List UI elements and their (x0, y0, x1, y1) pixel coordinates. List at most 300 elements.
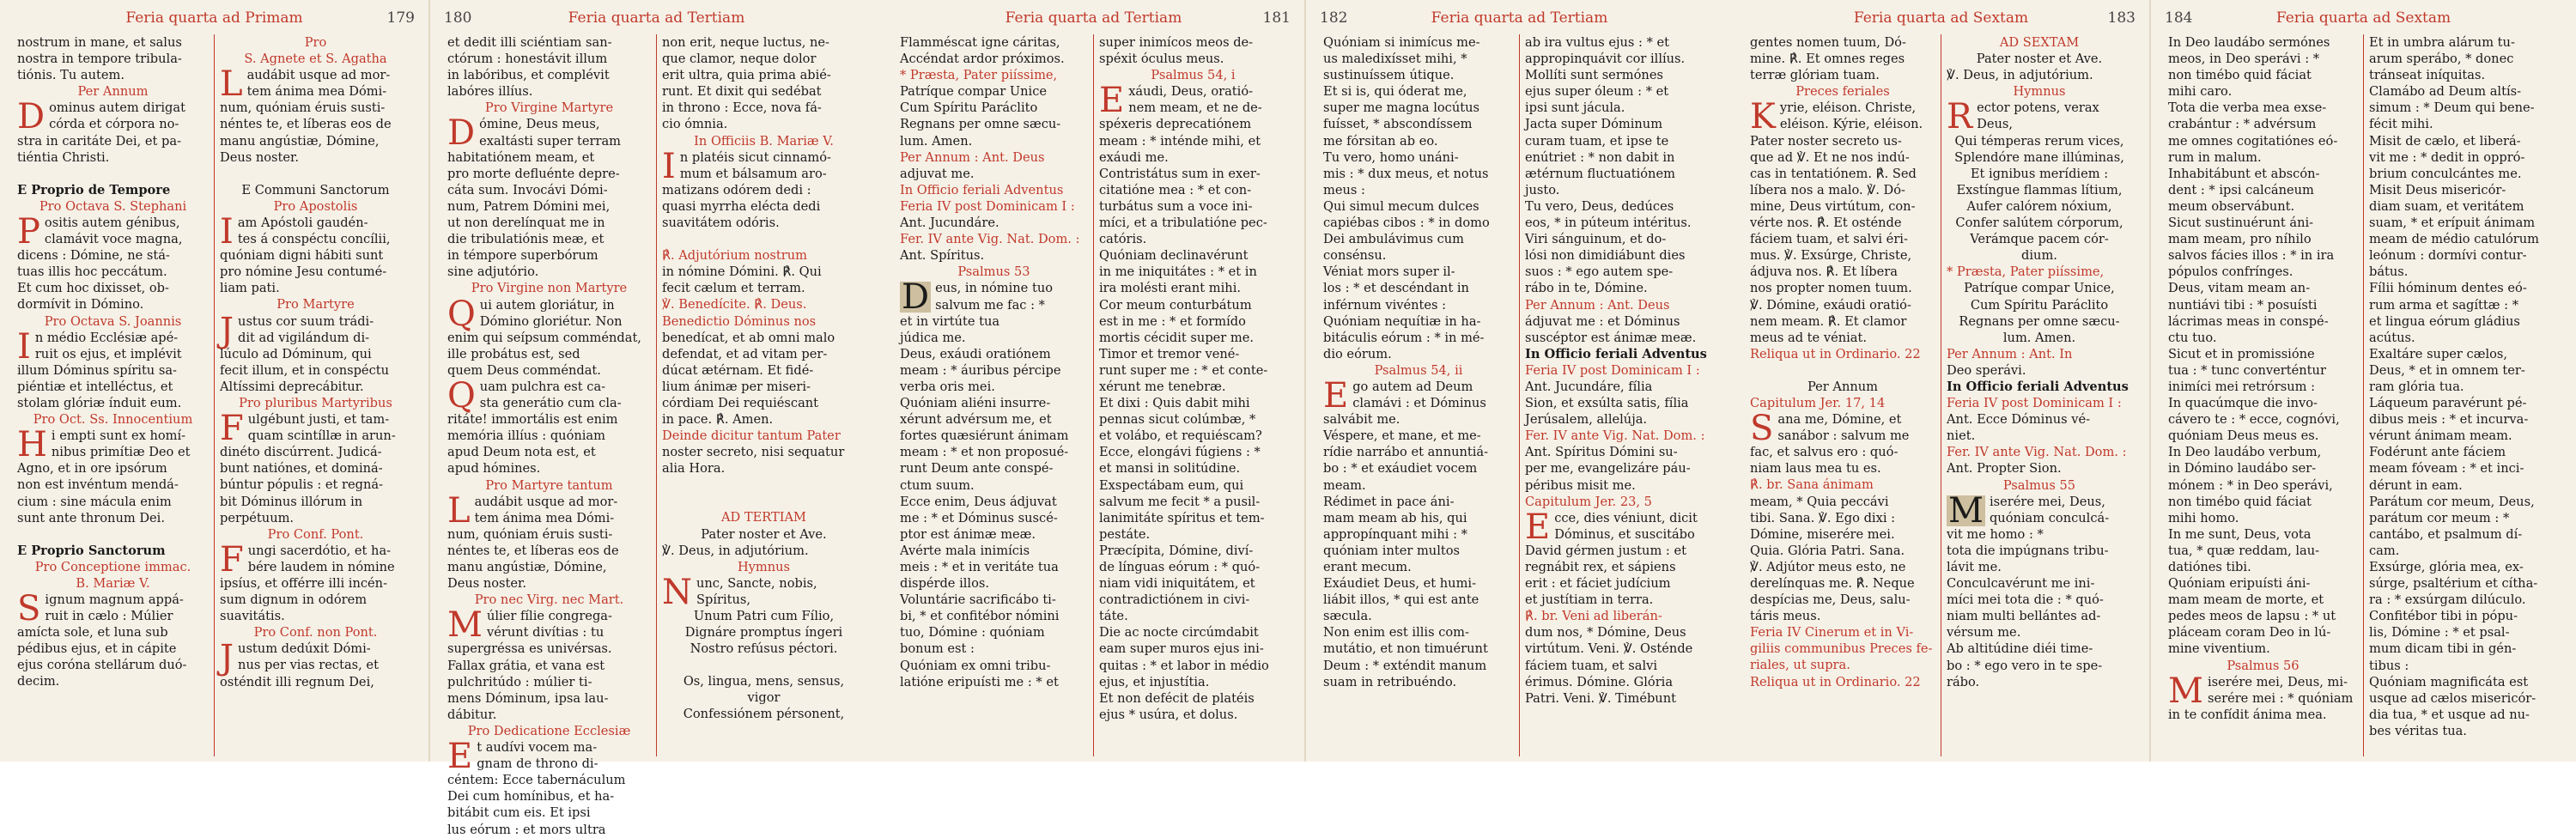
text-line: Patríque compar Unice (900, 84, 1048, 100)
text-line: Pater noster et Ave. (701, 526, 827, 542)
text-line: fécit mihi. (2369, 117, 2433, 132)
text-line: cantábo, et psalmum dí- (2369, 526, 2523, 542)
text-line (662, 477, 866, 493)
text-line: bonum est : (900, 641, 975, 657)
text-line: sine adjutório. (447, 264, 539, 280)
text-line: eléison. Kýrie, eléison. (1779, 117, 1923, 132)
rubric-line: Benedictio Dóminus nos (662, 313, 817, 329)
text-line: quem Deus comméndat. (447, 362, 601, 378)
text-line: verba oris mei. (900, 379, 995, 394)
text-line: in throno : Ecce, nova fá- (662, 100, 822, 116)
text-line: Deus, in nómine tuo (902, 277, 1054, 318)
text-line: Cum Spíritu Paráclito (1970, 297, 2109, 313)
text-line: quóniam Deus meus es. (2168, 428, 2319, 444)
text-line: líbera nos a malo. ℣. Dó- (1750, 182, 1905, 197)
text-line: mortis cécidit super me. (1099, 330, 1255, 345)
text-line: que clamor, neque dolor (662, 52, 817, 67)
page-number: 182 (1320, 9, 1348, 27)
rubric-line: Fer. IV ante Vig. Nat. Dom. : (1947, 445, 2127, 460)
text-line: pennas sicut colúmbæ, * (1099, 412, 1256, 428)
text-line: Deus, (1977, 117, 2013, 132)
text-line: Deum : * exténdit manum (1323, 658, 1487, 673)
text-line: Deus noster. (447, 576, 527, 592)
text-line: Iam Apóstoli gaudén- (220, 211, 368, 252)
text-line: nos propter nomen tuum. (1750, 281, 1912, 296)
text-line: pestáte. (1099, 526, 1151, 542)
text-line: Non enim est illis com- (1323, 625, 1469, 641)
page-181 (883, 0, 1305, 762)
text-line: Regnans per omne sæcu- (900, 117, 1061, 132)
rubric-line: Per Annum : Ant. In (1947, 346, 2073, 361)
text-line: per me, evangelizáre páu- (1525, 461, 1691, 477)
text-column (2163, 34, 2363, 756)
text-line: Inhabitábunt et abscón- (2168, 166, 2320, 181)
text-line: sta generátio cum cla- (479, 396, 622, 411)
text-line: táris meus. (1750, 609, 1821, 624)
text-line: dinéto discúrrent. Judicá- (220, 445, 382, 460)
text-line: Exáudiet Deus, et humi- (1323, 576, 1477, 592)
text-line: Per Annum (1807, 379, 1878, 394)
text-line: Pater noster et Ave. (1976, 52, 2103, 67)
text-line: derelínquas me. ℟. Neque (1750, 576, 1915, 591)
text-line: despícias me, Deus, salu- (1750, 592, 1911, 608)
text-line: num, quóniam éruis susti- (220, 100, 386, 116)
text-column (1519, 34, 1721, 756)
rubric-line: Hymnus (2013, 84, 2066, 100)
text-line: Avérte mala inimícis (900, 543, 1030, 558)
text-line: In platéis sicut cinnamó- (662, 146, 831, 186)
rubric-line: B. Mariæ V. (76, 575, 150, 591)
text-line: Et ignibus merídiem : (1970, 166, 2109, 181)
rubric-line: Pro Martyre (276, 297, 355, 313)
rubric-line: Pro Dedicatione Ecclesiæ (467, 723, 631, 738)
rubric-line: Deinde dicitur tantum Pater (662, 428, 841, 444)
text-columns (1318, 34, 1721, 756)
text-column (1745, 34, 1941, 756)
text-columns (12, 34, 416, 756)
page-182 (1305, 0, 1733, 762)
text-line: búntur pópulis : et regná- (220, 477, 384, 493)
text-line: nuntiávi tibi : * posuísti (2168, 297, 2318, 313)
text-line: Nostro refúsus péctori. (690, 641, 838, 657)
text-line (662, 231, 866, 247)
text-line: tua, * quæ reddam, lau- (2168, 543, 2320, 558)
text-line: quóniam conculcá- (1989, 510, 2110, 525)
text-line: Miserére mei, Deus, mi- (2168, 671, 2348, 711)
text-line: spéxeris deprecatiónem (1099, 117, 1252, 132)
text-line: eam super muros ejus ini- (1099, 641, 1264, 657)
text-line: turbátus sum a voce ini- (1099, 198, 1253, 214)
text-line: fuísset, * abscondíssem (1323, 117, 1473, 132)
text-line: néntes te, et líberas eos de (220, 117, 392, 132)
text-line: bo : * ego vero in te spe- (1947, 658, 2103, 673)
text-line: Deus, * et in omnem ter- (2369, 362, 2525, 378)
text-line: salvábit me. (1323, 412, 1400, 428)
text-line: Fulgébunt justi, et tam- (220, 409, 390, 449)
rubric-line: Pro (304, 35, 327, 50)
text-line: cium : sine mácula enim (17, 494, 172, 509)
page-title: Feria quarta ad Tertiam (1005, 9, 1182, 27)
rubric-line: Pro Virgine Martyre (484, 100, 614, 116)
text-line: péribus misit me. (1525, 477, 1636, 493)
text-column (2363, 34, 2564, 756)
text-line: mens Dóminum, ipsa lau- (447, 690, 609, 706)
text-line: mus. ℣. Exsúrge, Christe, (1750, 248, 1912, 264)
text-line: acútus. (2369, 330, 2415, 345)
rubric-line: riales, ut supra. (1750, 658, 1850, 673)
text-line: sum dignum in odórem (220, 592, 368, 608)
text-line: ctu tuo. (2168, 330, 2217, 345)
rubric-line: Hymnus (737, 559, 791, 574)
rubric-line: Fer. IV ante Vig. Nat. Dom. : (900, 232, 1080, 247)
text-line: ℣. Dómine, exáudi oratió- (1750, 297, 1911, 313)
rubric-line: Psalmus 54, i (1151, 68, 1236, 83)
text-line: Múlier fílie congrega- (447, 605, 612, 646)
text-line: ut non derelínquat me in (447, 216, 605, 231)
text-line: vigor (747, 690, 781, 706)
page-number: 183 (2107, 9, 2136, 27)
text-line: céntem: Ecce tabernáculum (447, 773, 626, 788)
text-line: manu angústiæ, Dómine, (220, 133, 380, 149)
text-line: fáciem tuam, et salvi éri- (1750, 232, 1908, 247)
text-line: bo : * et exáudiet vocem (1323, 461, 1478, 477)
text-line: dérunt in eam. (2369, 477, 2463, 493)
text-line: mine viventium. (2168, 641, 2270, 657)
text-line: Ecce, dies véniunt, dicit (1525, 507, 1698, 547)
text-line: tua : * tunc converténtur (2168, 362, 2326, 378)
text-line: perpétuum. (220, 510, 295, 525)
text-line: suos : * ego autem spe- (1525, 264, 1674, 280)
text-line: suscéptor est ánimæ meæ. (1525, 330, 1697, 345)
text-line: et justítiam in terra. (1525, 592, 1654, 608)
text-line: David gérmen justum : et (1525, 543, 1686, 558)
text-line: fecit cælum et terram. (662, 281, 805, 296)
text-line: terræ glóriam tuam. (1750, 68, 1880, 83)
rubric-line: AD SEXTAM (1999, 35, 2080, 50)
text-line: cáta sum. Invocávi Dómi- (447, 182, 608, 197)
text-line: Quóniam magnificáta est (2369, 674, 2529, 689)
text-line: quasi myrrha elécta dedi (662, 198, 821, 214)
text-line: lúculo ad Dóminum, qui (220, 346, 372, 361)
text-line: vérunt ánimam meam. (2369, 428, 2512, 444)
rubric-line: Pro Octava S. Stephani (39, 198, 187, 214)
text-line: Deus noster. (220, 149, 300, 165)
text-line: Deo sperávi. (1947, 362, 2026, 378)
text-line: in te confídit ánima mea. (2168, 707, 2327, 722)
rubric-line: In Officio feriali Adventus (900, 182, 1064, 197)
text-line: vérunt divítias : tu (486, 625, 605, 641)
text-line: datiónes tibi. (2168, 560, 2251, 574)
text-line: Tota die verba mea exse- (2168, 100, 2327, 116)
text-line: dormívit in Dómino. (17, 297, 144, 313)
text-line: Ab altitúdine diéi time- (1947, 641, 2093, 657)
text-line: Dómino gloriétur. Non (479, 313, 623, 329)
text-line: Pater noster secreto us- (1750, 133, 1902, 149)
text-line: Véspere, et mane, et me- (1323, 428, 1481, 444)
text-line: serére mei : * quóniam (2207, 690, 2354, 706)
text-line: bitáculis eórum : * in mé- (1323, 330, 1485, 345)
text-line: Parátum cor meum, Deus, (2369, 494, 2535, 509)
text-line: dia tua, * et usque ad nu- (2369, 707, 2530, 722)
text-line: Véniat mors super il- (1323, 264, 1455, 280)
text-line: pro morte defluénte depre- (447, 166, 620, 181)
text-line: córdiam Dei requiéscant (662, 395, 819, 410)
text-line: Ant. Jucundáre. (900, 216, 999, 231)
text-line: ram glória tua. (2369, 379, 2464, 394)
text-line: salvum me fac : * (935, 297, 1045, 313)
text-line: Hi empti sunt ex homí- (17, 425, 186, 465)
text-line: num, Patrem Dómini mei, (447, 198, 611, 214)
text-line: Sion, et exsúlta satis, fília (1525, 396, 1689, 411)
rubric-line: Per Annum : Ant. Deus (900, 149, 1045, 165)
text-line: memória illíus : quóniam (447, 428, 605, 444)
text-line: érimus. Dómine. Glória (1525, 674, 1674, 689)
rubric-line: Feria IV Cinerum et in Vi- (1750, 625, 1914, 641)
text-line: Cum Spíritu Paráclito (900, 100, 1038, 116)
text-line: Et in umbra alárum tu- (2369, 35, 2515, 50)
text-column (442, 34, 656, 837)
text-line: míci mei tota die : * quó- (1947, 592, 2104, 608)
text-line: sæcula. (1323, 609, 1372, 624)
text-line: Et audívi vocem ma- (447, 737, 598, 777)
rubric-line: Pro Conf. non Pont. (253, 625, 378, 641)
text-line: xérunt advérsum me, et (900, 412, 1052, 428)
text-line: et dedit illi sciéntiam san- (447, 35, 612, 50)
text-line: habitatiónem meam, et (447, 149, 595, 165)
page-title: Feria quarta ad Tertiam (568, 9, 745, 27)
text-line: Quóniam aliéni insurre- (900, 396, 1051, 411)
text-line: benedícat, et ab omni malo (662, 330, 835, 345)
text-line: liábit illos, * qui est ante (1323, 592, 1479, 608)
text-line: Patri. Veni. ℣. Timébunt (1525, 690, 1676, 706)
page-title: Feria quarta ad Sextam (1853, 9, 2029, 27)
text-line: Kyrie, eléison. Christe, (1750, 97, 1917, 137)
text-line: Ant. Propter Sion. (1947, 461, 2062, 477)
text-line: erit : et fáciet judícium (1525, 576, 1671, 592)
text-line: bátus. (2369, 264, 2409, 280)
text-line: E Proprio Sanctorum (17, 543, 166, 558)
text-line: ℣. Deus, in adjutórium. (662, 543, 809, 558)
text-line: Et si is, qui óderat me, (1323, 84, 1467, 100)
text-line: non est invéntum mendá- (17, 477, 179, 493)
text-line: In Deo laudábo verbum, (2168, 445, 2322, 460)
text-line: decim. (17, 674, 60, 689)
text-line: sanábor : salvum me (1777, 428, 1910, 444)
text-line: et lingua eórum gládius (2369, 313, 2520, 329)
text-line: bére laudem in nómine (247, 559, 395, 574)
text-line: apud Deum nota est, et (447, 445, 596, 460)
page-number: 180 (444, 9, 472, 27)
text-line: Positis autem génibus, (17, 211, 180, 252)
text-line: vit me homo : * (1947, 526, 2044, 542)
text-line: rum arma et sagíttæ : * (2369, 297, 2518, 313)
text-line: Quóniam eripuísti áni- (2168, 576, 2311, 592)
text-line: Unum Patri cum Fílio, (693, 609, 835, 623)
text-line: capiébas cibos : * in domo (1323, 216, 1490, 231)
text-line: míci, et a tribulatióne pec- (1099, 216, 1267, 231)
rubric-line: Pro Octava S. Joannis (44, 313, 182, 329)
text-line: dio eórum. (1323, 346, 1392, 361)
text-line: Signum magnum appá- (17, 589, 184, 628)
text-line (17, 526, 209, 543)
text-line: et volábo, et requiéscam? (1099, 428, 1262, 444)
text-line: fac, et salvus ero : quó- (1750, 445, 1899, 460)
rubric-line: Reliqua ut in Ordinario. 22 (1750, 346, 1921, 361)
text-line: Accéndat ardor próximos. (900, 52, 1065, 67)
text-line: noster secreto, nisi sequatur (662, 445, 845, 460)
text-line: niam laus mea tu es. (1750, 461, 1881, 477)
text-line: latióne eripuísti me : * et (900, 674, 1059, 689)
text-line: Ant. Jucundáre, fília (1525, 379, 1653, 394)
rubric-line: Psalmus 54, ii (1374, 362, 1463, 378)
rubric-line: Psalmus 53 (957, 264, 1030, 280)
text-line: us maledixísset mihi, * (1323, 52, 1467, 67)
text-line: Confer salútem córporum, (1955, 216, 2123, 231)
text-column (895, 34, 1093, 756)
text-line: dúcat ætérnam. Et fidé- (662, 362, 814, 378)
text-line: Ant. Ecce Dóminus vé- (1947, 412, 2091, 428)
rubric-line: Pro nec Virg. nec Mart. (474, 592, 624, 608)
text-line: inférnum vivéntes : (1323, 297, 1447, 313)
text-line: niam multi bellántes ad- (1947, 609, 2101, 624)
text-columns (1745, 34, 2137, 756)
text-line: nus per vias rectas, et (238, 658, 379, 673)
text-line: Clamábo ad Deum altís- (2369, 84, 2522, 100)
text-line: apud hómines. (447, 461, 541, 477)
text-line: Rédimet in pace áni- (1323, 494, 1455, 509)
text-line: Dignáre promptus íngeri (684, 625, 843, 641)
text-line: meam de médio catulórum (2369, 232, 2539, 247)
text-line: ctórum : honestávit illum (447, 52, 608, 67)
text-line: dibus meis : * et incurva- (2369, 412, 2529, 428)
text-line: Laudábit usque ad mor- (220, 64, 391, 105)
text-line: labóres illíus. (447, 84, 533, 100)
text-line: leónum : dormívi contur- (2369, 248, 2527, 264)
rubric-line: Feria IV post Dominicam I : (900, 198, 1075, 214)
text-line: super me magna locútus (1323, 100, 1479, 116)
rubric-line: In Officiis B. Mariæ V. (694, 133, 834, 149)
text-line: mine. ℟. Et omnes reges (1750, 52, 1905, 67)
rubric-line: Preces feriales (1795, 84, 1890, 100)
text-line: lácrimas meas in conspé- (2168, 313, 2329, 329)
text-line: meam. (1323, 477, 1366, 493)
text-line: Quia. Glória Patri. Sana. (1750, 543, 1905, 558)
text-line: adjuvat me. (900, 166, 975, 181)
text-line: spéxit óculus meus. (1099, 52, 1224, 67)
text-line: meum observábunt. (2168, 198, 2295, 214)
text-line: enútriet : * non dabit in (1525, 149, 1675, 165)
text-line: me : * et Dóminus suscé- (900, 510, 1058, 525)
text-line: erit ultra, quia prima abié- (662, 68, 831, 83)
text-line: ptor est ánimæ meæ. (900, 526, 1036, 542)
text-line: vit me : * dedit in oppró- (2369, 149, 2525, 165)
text-line: lium ánimæ per miseri- (662, 379, 811, 394)
rubric-line: ℟. br. Sana ánimam (1750, 477, 1874, 493)
text-line: Viri sánguinum, et do- (1525, 232, 1667, 247)
rubric-line: * Præsta, Pater piíssime, (1947, 264, 2105, 280)
text-line: crabántur : * advérsum (2168, 117, 2317, 132)
text-line: ritáte! immortális est enim (447, 412, 618, 428)
text-line: ℣. Adjútor meus esto, ne (1750, 559, 1906, 574)
text-line: meam fóveam : * et inci- (2369, 461, 2524, 477)
text-line: dium. (2021, 248, 2057, 264)
text-line: Deus, exáudi oratiónem (900, 346, 1051, 361)
rubric-line: giliis communibus Preces fe- (1750, 641, 1933, 657)
text-line: Deus, vitam meam an- (2168, 281, 2311, 296)
rubric-line: ℟. br. Veni ad liberán- (1525, 609, 1662, 624)
text-line: pro nómine Jesu contumé- (220, 264, 387, 280)
rubric-line: Pro pluribus Martyribus (239, 395, 392, 410)
text-line: amícta sole, et luna sub (17, 625, 168, 641)
text-line: Spíritus, (696, 592, 751, 607)
text-line: mam meam de morte, et (2168, 592, 2324, 608)
text-line: Dómine, miserére mei. (1750, 526, 1895, 542)
text-line: Sicut sustinuérunt áni- (2168, 216, 2314, 231)
text-line: num, quóniam éruis susti- (447, 526, 613, 542)
text-line: lus eórum : et mors ultra (447, 822, 606, 837)
text-line: bit Dóminus illórum in (220, 494, 363, 509)
text-line: ille probátus est, sed (447, 346, 580, 361)
text-columns (895, 34, 1292, 756)
text-line: in nómine Dómini. ℟. Qui (662, 264, 822, 280)
text-line: ra : * exsúrgam dilúculo. (2369, 592, 2526, 608)
text-line: Timor et tremor vené- (1099, 346, 1240, 361)
text-line: Exsúrge, glória mea, ex- (2369, 560, 2524, 574)
page-183 (1733, 0, 2150, 762)
text-line: rum in malum. (2168, 149, 2262, 165)
text-line: clamávi : et Dóminus (1352, 396, 1486, 411)
page-header (1316, 7, 1722, 29)
text-line: quam scintíllæ in arun- (247, 428, 396, 444)
text-line: runt Deum ante conspé- (900, 461, 1054, 477)
page-header (893, 7, 1294, 29)
text-line: Quóniam si inimícus me- (1323, 35, 1480, 50)
text-line: curam tuam, et ipse te (1525, 133, 1669, 149)
text-line: Dominus autem dirigat (17, 97, 185, 137)
text-line: ejus * usúra, et dolus. (1099, 707, 1238, 722)
text-line: Præcípita, Dómine, diví- (1099, 543, 1254, 558)
text-line: meam, * Quia peccávi (1750, 494, 1889, 509)
text-line: ipsi sunt jácula. (1525, 100, 1625, 116)
text-line: néntes te, et líberas eos de (447, 543, 619, 558)
text-line: cas in tentatiónem. ℟. Sed (1750, 166, 1917, 181)
text-line: rábo in te, Dómine. (1525, 281, 1648, 296)
text-line: Ecce enim, Deus ádjuvat (900, 494, 1057, 509)
text-line: est in me : * et formído (1099, 313, 1246, 329)
text-line: cam. (2369, 543, 2400, 558)
text-line: parátum cor meum : * (2369, 510, 2510, 525)
text-line: non timébo quid fáciat (2168, 494, 2312, 509)
text-column (1318, 34, 1519, 756)
text-line: fáciem tuam, et salvi (1525, 658, 1658, 673)
text-line: E Proprio de Tempore (17, 182, 171, 197)
text-line: in pace. ℟. Amen. (662, 412, 774, 428)
text-line: tiéntia Christi. (17, 149, 110, 165)
text-column (1093, 34, 1292, 756)
text-line: quóniam digni hábiti sunt (220, 248, 384, 264)
rubric-line: Pro Virgine non Martyre (471, 281, 628, 296)
text-line: salvos fácies illos : * in ira (2168, 248, 2335, 264)
text-line: mihi homo. (2168, 510, 2239, 525)
text-line: exáudi me. (1099, 149, 1169, 165)
text-line: tuas illis hoc peccátum. (17, 264, 167, 280)
text-line: piéntiæ et intelléctus, et (17, 379, 173, 394)
text-line: Jerúsalem, allelúja. (1525, 412, 1648, 428)
text-line: ejus, et injustítia. (1099, 674, 1210, 689)
text-line: enim qui seípsum comméndat, (447, 330, 641, 345)
text-line: niet. (1947, 428, 1976, 444)
rubric-line: Feria IV post Dominicam I : (1525, 362, 1700, 378)
